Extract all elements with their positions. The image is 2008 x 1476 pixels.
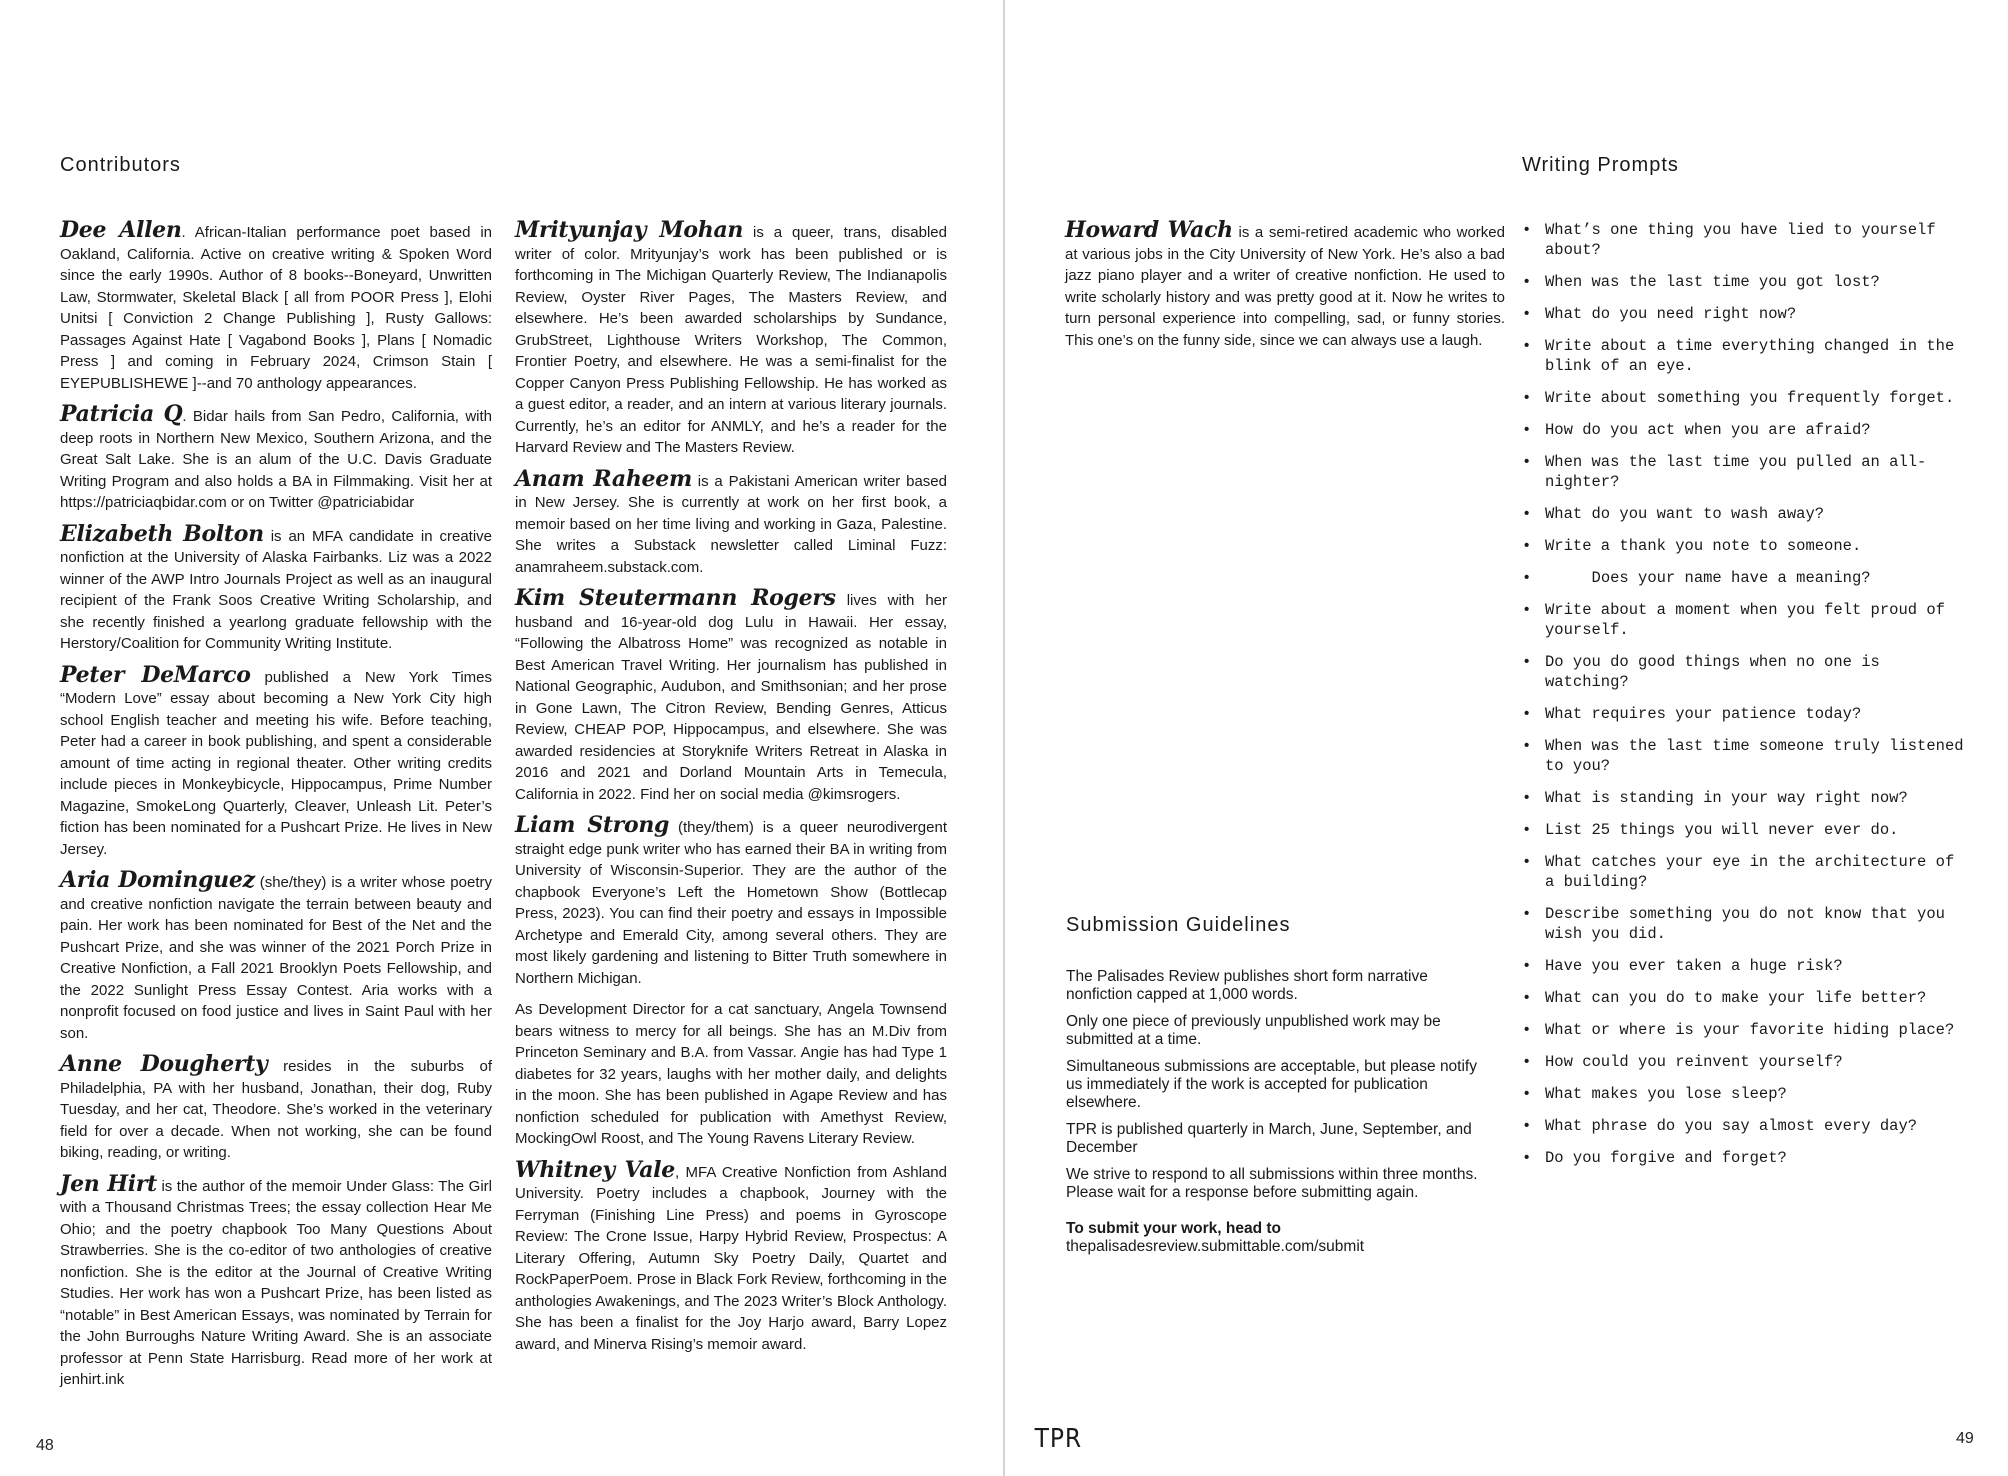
contributors-column-1	[60, 217, 493, 1401]
guideline-paragraph: The Palisades Review publishes short form narrative nonfiction capped at 1,000 words.	[1066, 968, 1428, 1003]
right-page	[1006, 0, 2008, 1476]
guideline-paragraph: Simultaneous submissions are acceptable, but please notify us immediately if the work is accepted for publication elsewhere.	[1066, 1058, 1477, 1111]
prompt-item: • Describe something you do not know that you wish you did.	[1522, 904, 1972, 944]
contributor-entry	[60, 401, 492, 514]
contributor-name: Mrityunjay Mohan	[515, 217, 744, 243]
contributor-bio: , MFA Creative Nonfiction from Ashland University. Poetry includes a chapbook, Journey with the Ferryman (Finishing Line Press) and poems in Gyroscope Review: The Crone Issue, Harpy Hybrid Review, Prospectus: A Literary Offering, Autumn Sky Poetry Daily, Quartet and RockPaperPoem. Prose in Black Fork Review, forthcoming in the anthologies Awakenings, and The 2023 Writer’s Block Anthology. She has been a finalist for the Joy Harjo award, Barry Lopez award, and Minerva Rising’s memoir award.	[515, 1163, 947, 1353]
prompt-item: • Does your name have a meaning?	[1522, 568, 1972, 588]
guidelines-body	[1066, 968, 1491, 1265]
contributor-name: Elizabeth Bolton	[60, 520, 264, 547]
prompt-item: • Do you forgive and forget?	[1522, 1148, 1972, 1168]
contributor-bio: . Bidar hails from San Pedro, California, with deep roots in Northern New Mexico, Southern Arizona, and the Great Salt Lake. She is an alum of the U.C. Davis Graduate Writing Program and also holds a BA in Filmmaking. Visit her at https://patriciaqbidar.com or on Twitter @patriciabidar	[60, 408, 492, 511]
page-spine	[1003, 0, 1005, 1476]
prompt-item: • When was the last time you pulled an all-nighter?	[1522, 452, 1972, 492]
guideline-paragraph: Only one piece of previously unpublished work may be submitted at a time.	[1066, 1013, 1441, 1048]
contributor-name: Patricia Q	[60, 401, 183, 427]
contributor-entry	[515, 585, 947, 805]
contributor-bio: published a New York Times “Modern Love” essay about becoming a New York City high school English teacher and meeting his wife. Before teaching, Peter had a career in book publishing, and spent a considerable amount of time acting in regional theater. Other writing credits include pieces in Monkeybicycle, Hippocampus, Prime Number Magazine, SmokeLong Quarterly, Cleaver, Unleash Lit. Peter’s fiction has been nominated for a Pushcart Prize. He lives in New Jersey.	[60, 668, 492, 858]
prompt-item: • How do you act when you are afraid?	[1522, 420, 1972, 440]
contributor-name: Peter DeMarco	[60, 661, 251, 688]
prompt-item: • What is standing in your way right now?	[1522, 788, 1972, 808]
contributor-name: Aria Dominguez	[60, 867, 255, 893]
contributor-bio: is a Pakistani American writer based in New Jersey. She is currently at work on her first book, a memoir based on her time living and working in Gaza, Palestine. She writes a Substack newsletter called Liminal Fuzz: anamraheem.substack.com.	[515, 472, 947, 576]
prompt-item: • Write about something you frequently forget.	[1522, 388, 1972, 408]
contributor-entry	[60, 520, 493, 655]
guideline-paragraph: TPR is published quarterly in March, June, September, and December	[1066, 1121, 1472, 1156]
contributor-bio: is the author of the memoir Under Glass: The Girl with a Thousand Christmas Trees; the essay collection Hear Me Ohio; and the poetry chapbook Too Many Questions About Strawberries. She is the co-editor of two anthologies of creative nonfiction. She is the editor at the Journal of Creative Writing Studies. Her work has won a Pushcart Prize, has been listed as “notable” in Best American Essays, was nominated by Terrain for the John Burroughs Nature Writing Award. She is an associate professor at Penn State Harrisburg. Read more of her work at jenhirt.ink	[60, 1177, 492, 1388]
prompt-item: • What can you do to make your life better?	[1522, 988, 1972, 1008]
contributor-entry	[60, 661, 492, 861]
contributors-column-3	[1065, 217, 1505, 361]
contributor-bio: is an MFA candidate in creative nonfiction at the University of Alaska Fairbanks. Liz was a 2022 winner of the AWP Intro Journals Project as well as an inaugural recipient of the Frank Soos Creative Writing Scholarship, and she recently finished a yearlong graduate fellowship with the Herstory/Coalition for Community Writing Institute.	[60, 527, 493, 652]
contributor-bio: resides in the suburbs of Philadelphia, PA with her husband, Jonathan, their dog, Ruby Tuesday, and her cat, Theodore. She’s worked in the veterinary field for over a decade. When not working, she can be found biking, reading, or writing.	[60, 1058, 492, 1161]
guideline-paragraph: We strive to respond to all submissions within three months. Please wait for a response before submitting again.	[1066, 1166, 1478, 1201]
contributor-entry	[60, 1051, 492, 1164]
contributor-name: Anne Dougherty	[60, 1051, 268, 1077]
contributor-entry	[515, 999, 947, 1150]
contributor-entry	[1065, 217, 1505, 351]
page-number-right: 49	[1956, 1430, 1974, 1447]
submit-url: thepalisadesreview.submittable.com/submit	[1066, 1238, 1365, 1255]
contributor-name: Dee Allen	[60, 217, 182, 243]
contributor-entry	[60, 1170, 492, 1391]
contributors-title: Contributors	[60, 154, 181, 176]
prompt-item: • What makes you lose sleep?	[1522, 1084, 1972, 1104]
contributor-bio: (she/they) is a writer whose poetry and creative nonfiction navigate the terrain between beauty and pain. Her work has been nominated for Best of the Net and the Pushcart Prize, and she was winner of the 2021 Porch Prize in Creative Nonfiction, a Fall 2021 Brooklyn Poets Fellowship, and the 2022 Sunlight Press Essay Contest. Aria works with a nonprofit focused on food justice and lives in Saint Paul with her son.	[60, 874, 493, 1042]
contributor-entry	[60, 217, 492, 394]
contributor-bio: . African-Italian performance poet based in Oakland, California. Active on creative writing & Spoken Word since the early 1990s. Author of 8 books--Boneyard, Unwritten Law, Stormwater, Skeletal Black [ all from POOR Press ], Elohi Unitsi [ Conviction 2 Change Publishing ], Rusty Gallows: Passages Against Hate [ Vagabond Books ], Plans [ Nomadic Press ] and coming in February 2024, Crimson Stain [ EYEPUBLISHEWE ]--and 70 anthology appearances.	[60, 224, 492, 392]
prompt-item: • When was the last time you got lost?	[1522, 272, 1972, 292]
prompt-item: • Write about a time everything changed in the blink of an eye.	[1522, 336, 1972, 376]
prompt-item: • What or where is your favorite hiding place?	[1522, 1020, 1972, 1040]
contributor-bio: (they/them) is a queer neurodivergent straight edge punk writer who has earned their BA in writing from University of Wisconsin-Superior. They are the author of the chapbook Everyone’s Left the Hometown Show (Bottlecap Press, 2023). You can find their poetry and essays in Impossible Archetype and Emerald City, among several others. They are most likely gardening and listening to Bitter Truth somewhere in Northern Michigan.	[515, 819, 947, 987]
prompt-item: • What’s one thing you have lied to yourself about?	[1522, 220, 1972, 260]
contributor-name: Whitney Vale	[515, 1156, 675, 1183]
prompt-item: • List 25 things you will never ever do.	[1522, 820, 1972, 840]
contributor-entry	[515, 812, 947, 989]
contributor-entry	[515, 465, 947, 579]
tpr-logo: TPR	[1034, 1424, 1083, 1454]
contributor-name: Jen Hirt	[60, 1170, 157, 1197]
contributor-name: Kim Steutermann Rogers	[515, 585, 836, 611]
contributor-entry	[60, 867, 493, 1044]
prompt-item: • What catches your eye in the architecture of a building?	[1522, 852, 1972, 892]
contributor-bio: is a queer, trans, disabled writer of color. Mrityunjay’s work has been published or is forthcoming in The Michigan Quarterly Review, The Indianapolis Review, Oyster River Pages, The Masters Review, and elsewhere. He’s been awarded scholarships by Sundance, GrubStreet, Lighthouse Writers Workshop, The Common, Frontier Poetry, and elsewhere. He was a semi-finalist for the Copper Canyon Press Publishing Fellowship. He has worked as a guest editor, a reader, and an intern at various literary journals. Currently, he’s an editor for ANMLY, and he’s a reader for the Harvard Review and The Masters Review.	[515, 224, 947, 456]
prompt-item: • How could you reinvent yourself?	[1522, 1052, 1972, 1072]
contributor-bio: is a semi-retired academic who worked at various jobs in the City University of New York. He’s also a bad jazz piano player and a writer of creative nonfiction. He used to write scholarly history and was pretty good at it. Now he writes to turn personal experience into compelling, sad, or funny stories. This one’s on the funny side, since we can always use a laugh.	[1065, 224, 1505, 349]
prompt-item: • Do you do good things when no one is watching?	[1522, 652, 1972, 692]
prompt-item: • What do you want to wash away?	[1522, 504, 1972, 524]
guidelines-title: Submission Guidelines	[1066, 914, 1291, 936]
contributor-entry	[515, 217, 947, 459]
prompt-item: • What requires your patience today?	[1522, 704, 1972, 724]
contributors-column-2	[515, 217, 947, 1365]
contributor-bio: As Development Director for a cat sanctuary, Angela Townsend bears witness to mercy for all beings. She has an M.Div from Princeton Seminary and B.A. from Vassar. Angie has had Type 1 diabetes for 32 years, laughs with her mother daily, and delights in the moon. She has been published in Agape Review and has nonfiction scheduled for publication with Amethyst Review, MockingOwl Roost, and The Young Ravens Literary Review.	[515, 1001, 947, 1147]
prompt-item: • Write about a moment when you felt proud of yourself.	[1522, 600, 1972, 640]
contributor-bio: lives with her husband and 16-year-old dog Lulu in Hawaii. Her essay, “Following the Albatross Home” was recognized as notable in Best American Travel Writing. Her journalism has published in National Geographic, Audubon, and Smithsonian; and her prose in Gone Lawn, The Citron Review, Bending Genres, Atticus Review, CHEAP POP, Hippocampus, and elsewhere. She was awarded residencies at Storyknife Writers Retreat in Alaska in 2016 and 2021 and Dorland Mountain Arts in Temecula, California in 2022. Find her on social media @kimsrogers.	[515, 592, 947, 803]
prompt-item: • When was the last time someone truly listened to you?	[1522, 736, 1972, 776]
prompt-item: • Write a thank you note to someone.	[1522, 536, 1972, 556]
submit-heading: To submit your work, head to	[1066, 1220, 1282, 1237]
prompts-title: Writing Prompts	[1522, 154, 1679, 176]
contributor-name: Howard Wach	[1065, 217, 1233, 243]
page-number-left: 48	[36, 1437, 54, 1454]
prompts-list	[1522, 220, 1972, 1180]
contributor-name: Anam Raheem	[515, 465, 692, 492]
contributor-entry	[515, 1156, 947, 1356]
prompt-item: • What do you need right now?	[1522, 304, 1972, 324]
prompt-item: • What phrase do you say almost every day?	[1522, 1116, 1972, 1136]
contributor-name: Liam Strong	[515, 812, 670, 838]
prompt-item: • Have you ever taken a huge risk?	[1522, 956, 1972, 976]
